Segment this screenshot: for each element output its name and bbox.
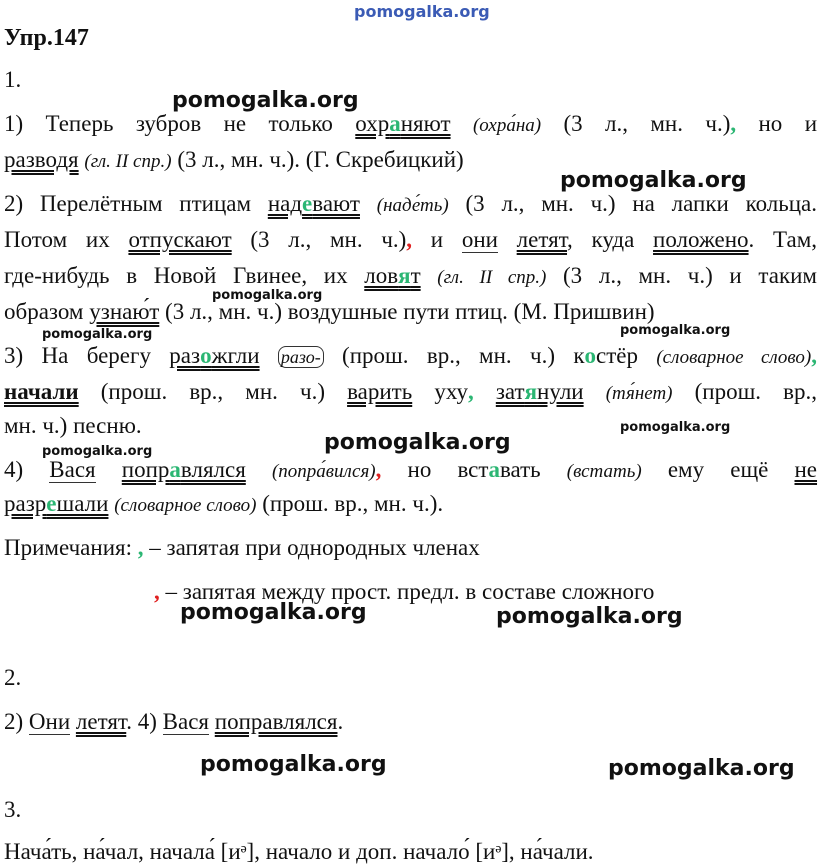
sentence-2-line-2: Потом их отпускают (3 л., мн. ч.), и они летят, куда положено. Там, [4,227,818,252]
watermark-small: pomogalka.org [42,444,153,459]
watermark-small: pomogalka.org [620,323,731,338]
watermark: pomogalka.org [496,604,683,629]
watermark-small: pomogalka.org [212,288,323,303]
sentence-3-line-1: 3) На берегу разожгли разо- (прош. вр., мн. ч.) костёр (словарное слово), [4,343,817,368]
sentence-2-line-1: 2) Перелётным птицам надевают (наде́ть) (3 л., мн. ч.) на лапки кольца. [4,191,818,216]
watermark-small: pomogalka.org [42,327,153,342]
sentence-4-line-2: разрешали (словарное слово) (прош. вр., мн. ч.). [4,491,444,516]
section-3-number: 3. [4,797,22,822]
section-3-text: Нача́ть, на́чал, начала́ [иᵊ], начало и доп. начало́ [иᵊ], на́чали. [4,839,594,864]
sentence-1-line-2: разводя (гл. II спр.) (3 л., мн. ч.). (Г. Скребицкий) [4,147,464,172]
sentence-4-line-1: 4) Вася поправлялся (попра́вился), но вставать (встать) ему ещё не [4,457,818,482]
notes-line-2: , – запятая между прост. предл. в составе сложного [154,579,655,604]
watermark-top: pomogalka.org [354,2,490,21]
sentence-3-line-2: начали (прош. вр., мн. ч.) варить уху, затянули (тя́нет) (прош. вр., [4,379,818,404]
watermark: pomogalka.org [560,168,747,193]
watermark: pomogalka.org [608,756,795,781]
sentence-3-line-3: мн. ч.) песню. [4,413,142,438]
watermark: pomogalka.org [180,600,367,625]
section-2-answer: 2) Они летят. 4) Вася поправлялся. [4,709,344,734]
section-2-number: 2. [4,665,22,690]
sentence-2-line-3: где-нибудь в Новой Гвинее, их ловят (гл. II спр.) (3 л., мн. ч.) и таким [4,263,817,288]
watermark: pomogalka.org [200,752,387,777]
watermark: pomogalka.org [324,430,511,455]
watermark: pomogalka.org [172,88,359,113]
sentence-1-line-1: 1) Теперь зубров не только охраняют (охра́на) (3 л., мн. ч.), но и [4,111,817,136]
section-1-number: 1. [4,67,22,92]
exercise-title: Упр.147 [4,25,89,51]
watermark-small: pomogalka.org [620,420,731,435]
notes-line-1: Примечания: , – запятая при однородных членах [4,535,480,560]
sentence-2-line-4: образом узнаю́т (3 л., мн. ч.) воздушные пути птиц. (М. Пришвин) [4,299,655,324]
